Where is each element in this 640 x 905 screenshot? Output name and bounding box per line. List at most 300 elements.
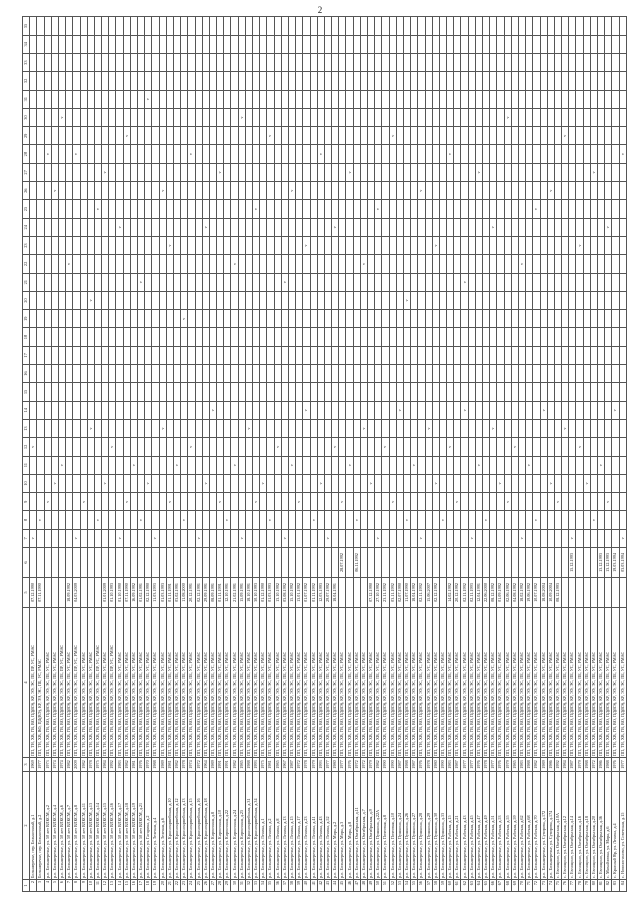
row-mark-cell (253, 72, 260, 90)
row-address: р.п. Большеречье, ул. 50 лет ВЛКСМ, д.19 (130, 772, 137, 880)
row-mark-cell (339, 218, 346, 236)
row-mark-cell (274, 35, 281, 53)
row-mark-cell (253, 163, 260, 181)
row-mark-cell (145, 310, 152, 328)
row-mark-cell (447, 310, 454, 328)
row-mark-cell (58, 17, 65, 35)
row-mark-cell (353, 127, 360, 145)
row-mark-cell (238, 72, 245, 90)
row-works: ПП, ТН, ХВ, ГВ, ВО, ПД(ВЭ), КР, ЭЭ, ЭС, ПБ, УС, РМАС (87, 608, 94, 758)
row-mark-cell (368, 328, 375, 346)
row-mark-cell (598, 200, 605, 218)
row-mark-cell (303, 493, 310, 511)
row-date-2 (324, 548, 331, 578)
row-mark-cell (526, 163, 533, 181)
row-mark-cell (576, 145, 583, 163)
row-date-2 (102, 548, 109, 578)
row-number: 75 (554, 880, 561, 892)
row-mark-cell (166, 438, 173, 456)
row-mark-cell (159, 456, 166, 474)
row-mark-cell (518, 419, 525, 437)
row-mark-cell (447, 218, 454, 236)
row-address: р.п. Большеречье, ул. Пушкина, д.24 (396, 772, 403, 880)
row-mark-cell (123, 383, 130, 401)
row-mark-cell (396, 529, 403, 547)
row-mark-cell (202, 236, 209, 254)
row-mark-cell (569, 310, 576, 328)
row-mark-cell (303, 291, 310, 309)
row-mark-cell (267, 218, 274, 236)
row-mark-cell (483, 438, 490, 456)
row-mark-cell (432, 255, 439, 273)
row-mark-cell (224, 236, 231, 254)
row-mark-cell (138, 35, 145, 53)
row-mark-cell (80, 529, 87, 547)
row-mark-cell (562, 255, 569, 273)
row-mark-cell (166, 511, 173, 529)
row-mark-cell (411, 328, 418, 346)
row-mark-cell (598, 255, 605, 273)
row-mark-cell (554, 529, 561, 547)
row-mark-cell (37, 108, 44, 126)
row-mark-cell (389, 218, 396, 236)
row-mark-cell (145, 511, 152, 529)
row-mark-cell (497, 438, 504, 456)
row-mark-cell (267, 145, 274, 163)
row-mark-cell (375, 255, 382, 273)
row-number: 4 (44, 880, 51, 892)
row-mark-cell (518, 328, 525, 346)
column-header-3: 3 (23, 758, 30, 772)
row-address: р.п. Большеречье, ул. Рабочая, д.49 (483, 772, 490, 880)
row-mark-cell: v (504, 493, 511, 511)
row-mark-cell (231, 529, 238, 547)
row-mark-cell: v (231, 456, 238, 474)
row-mark-cell (260, 529, 267, 547)
row-address: с. Евгащино, ул. Октябрьская, д.20 (590, 772, 597, 880)
row-mark-cell (281, 163, 288, 181)
row-mark-cell (425, 474, 432, 492)
row-mark-cell (303, 108, 310, 126)
row-mark-cell (231, 291, 238, 309)
row-mark-cell (454, 17, 461, 35)
row-mark-cell (353, 273, 360, 291)
row-mark-cell (166, 346, 173, 364)
row-mark-cell (87, 200, 94, 218)
row-year: 1984 (562, 758, 569, 772)
row-mark-cell (375, 310, 382, 328)
row-mark-cell (411, 200, 418, 218)
row-mark-cell (58, 90, 65, 108)
row-mark-cell (123, 218, 130, 236)
row-mark-cell (540, 108, 547, 126)
row-mark-cell (554, 474, 561, 492)
row-number: 15 (123, 880, 130, 892)
row-mark-cell (317, 291, 324, 309)
row-works: ПП, ТН, ХВ, ГВ, ВО, ПД(ВЭ), КР, ЭЭ, ЭС, ПБ, УС, РМАС (590, 608, 597, 758)
row-mark-cell (138, 53, 145, 71)
row-mark-cell (511, 163, 518, 181)
row-works: ПП, ТН, ХВ, ГВ, ВО, ПД(ВЭ), КР, ЭЭ, ЭС, ПБ, УС, РМАС (260, 608, 267, 758)
row-mark-cell (317, 90, 324, 108)
row-mark-cell (288, 273, 295, 291)
row-mark-cell (432, 529, 439, 547)
row-date-2 (159, 548, 166, 578)
column-header-10: 10 (23, 474, 30, 492)
row-mark-cell (116, 273, 123, 291)
row-mark-cell (454, 328, 461, 346)
row-address: р.п. Большеречье, ул. Кирпичная, д.25 (238, 772, 245, 880)
row-mark-cell (346, 419, 353, 437)
row-mark-cell (454, 35, 461, 53)
row-mark-cell (288, 383, 295, 401)
row-mark-cell (368, 200, 375, 218)
row-mark-cell (324, 53, 331, 71)
row-mark-cell (274, 493, 281, 511)
row-mark-cell (296, 17, 303, 35)
row-mark-cell (346, 127, 353, 145)
row-mark-cell (511, 53, 518, 71)
row-date-1: 07.11.1990 (37, 578, 44, 608)
row-mark-cell (317, 383, 324, 401)
row-mark-cell (490, 438, 497, 456)
row-address: р.п. Большеречье, ул. Пушкина, д.28 (418, 772, 425, 880)
row-mark-cell (188, 346, 195, 364)
row-mark-cell (123, 456, 130, 474)
row-mark-cell (353, 182, 360, 200)
row-mark-cell (518, 456, 525, 474)
row-mark-cell (396, 310, 403, 328)
row-mark-cell (152, 328, 159, 346)
row-mark-cell (425, 365, 432, 383)
row-date-1: 18.08.2004 (540, 578, 547, 608)
row-mark-cell (303, 17, 310, 35)
row-works: ПП, ТН, ХВ, ГВ, ВО, ПД(ВЭ), КР, ЭЭ, ЭС, ПБ, УС, РМАС (396, 608, 403, 758)
column-header-22: 22 (23, 255, 30, 273)
row-mark-cell (116, 493, 123, 511)
row-mark-cell (253, 127, 260, 145)
row-mark-cell (339, 163, 346, 181)
row-date-1: 08.09.1991 (209, 578, 216, 608)
row-date-1 (353, 578, 360, 608)
page-number: 2 (317, 5, 323, 15)
row-mark-cell (310, 273, 317, 291)
row-mark-cell: v (382, 438, 389, 456)
row-mark-cell (554, 291, 561, 309)
row-mark-cell (439, 401, 446, 419)
row-works: ПП, ТН, ХВ, ГВ, ВО, ПД(ВЭ), КР, ЭЭ, ЭС, ПБ, УС, РМАС (324, 608, 331, 758)
row-mark-cell (274, 53, 281, 71)
row-mark-cell (238, 291, 245, 309)
row-mark-cell (152, 365, 159, 383)
row-mark-cell (87, 511, 94, 529)
row-mark-cell (267, 108, 274, 126)
row-mark-cell (403, 456, 410, 474)
row-mark-cell (73, 291, 80, 309)
row-mark-cell (130, 511, 137, 529)
row-mark-cell (102, 236, 109, 254)
row-mark-cell (332, 401, 339, 419)
row-address: Большеречье, пер. Больничный, д.2 (37, 772, 44, 880)
row-mark-cell (267, 291, 274, 309)
row-date-1: 02.11.1992 (461, 578, 468, 608)
row-mark-cell (540, 145, 547, 163)
row-mark-cell (439, 163, 446, 181)
row-mark-cell (209, 218, 216, 236)
row-mark-cell (138, 474, 145, 492)
row-mark-cell (389, 145, 396, 163)
row-mark-cell (339, 328, 346, 346)
row-mark-cell (346, 346, 353, 364)
row-mark-cell (562, 383, 569, 401)
row-mark-cell (181, 401, 188, 419)
row-mark-cell (116, 163, 123, 181)
row-mark-cell (346, 72, 353, 90)
row-mark-cell (475, 53, 482, 71)
row-date-1 (94, 578, 101, 608)
row-mark-cell (382, 255, 389, 273)
row-mark-cell (598, 511, 605, 529)
row-mark-cell (195, 493, 202, 511)
row-mark-cell (181, 273, 188, 291)
row-mark-cell (123, 255, 130, 273)
row-mark-cell (138, 127, 145, 145)
row-mark-cell (317, 218, 324, 236)
row-mark-cell (296, 236, 303, 254)
row-address: с. Михайловка, ул. Мира, д.6 (605, 772, 612, 880)
row-mark-cell (569, 255, 576, 273)
row-mark-cell (58, 474, 65, 492)
row-mark-cell (346, 90, 353, 108)
row-mark-cell (87, 474, 94, 492)
row-works: ПП, ТН, ХВ, ГВ, ВО, ПД(ВЭ), КР, ЭЭ, ЭС, ПБ, УС, РМАС (540, 608, 547, 758)
row-mark-cell (518, 365, 525, 383)
row-mark-cell (231, 511, 238, 529)
row-mark-cell (166, 365, 173, 383)
row-mark-cell (554, 163, 561, 181)
row-mark-cell (511, 145, 518, 163)
row-mark-cell: v (253, 200, 260, 218)
row-mark-cell (166, 72, 173, 90)
row-mark-cell (202, 108, 209, 126)
row-mark-cell (468, 53, 475, 71)
row-mark-cell (504, 310, 511, 328)
row-mark-cell (396, 53, 403, 71)
row-mark-cell (518, 35, 525, 53)
row-mark-cell (217, 218, 224, 236)
row-mark-cell (590, 273, 597, 291)
row-date-2 (195, 548, 202, 578)
table-row (475, 17, 482, 892)
row-mark-cell (224, 419, 231, 437)
row-mark-cell (490, 72, 497, 90)
row-mark-cell (195, 108, 202, 126)
row-mark-cell (554, 456, 561, 474)
row-mark-cell (332, 72, 339, 90)
row-mark-cell (526, 236, 533, 254)
row-mark-cell (483, 365, 490, 383)
row-mark-cell (288, 365, 295, 383)
row-works: ПП, ТН, ХВ, ГВ, ВО, ПД(ВЭ), КР, ЭЭ, ЭС, ПБ, ПР, УС, РМАС (109, 608, 116, 758)
row-mark-cell (231, 90, 238, 108)
row-mark-cell (368, 255, 375, 273)
row-mark-cell (51, 383, 58, 401)
row-mark-cell (138, 493, 145, 511)
row-mark-cell (173, 72, 180, 90)
row-mark-cell (181, 145, 188, 163)
row-address: р.п. Большеречье, ул. Кирпичная, д.24 (231, 772, 238, 880)
row-mark-cell (30, 310, 37, 328)
table-row (188, 17, 195, 892)
row-mark-cell (80, 346, 87, 364)
row-mark-cell (281, 218, 288, 236)
row-mark-cell (253, 310, 260, 328)
row-mark-cell (109, 383, 116, 401)
row-year: 1970 (145, 758, 152, 772)
row-mark-cell (245, 163, 252, 181)
row-mark-cell (217, 310, 224, 328)
row-mark-cell (403, 182, 410, 200)
row-year: 1981 (130, 758, 137, 772)
row-date-1: 01.07.1992 (303, 578, 310, 608)
row-mark-cell (475, 72, 482, 90)
row-year: 1980 (432, 758, 439, 772)
row-mark-cell (475, 493, 482, 511)
row-year: 1976 (475, 758, 482, 772)
row-mark-cell (598, 53, 605, 71)
row-number: 76 (562, 880, 569, 892)
row-mark-cell (30, 419, 37, 437)
row-mark-cell (245, 108, 252, 126)
row-mark-cell (281, 456, 288, 474)
row-mark-cell (94, 108, 101, 126)
row-year: 1977 (619, 758, 626, 772)
row-mark-cell (51, 419, 58, 437)
row-year: 1982 (375, 758, 382, 772)
row-mark-cell (116, 200, 123, 218)
row-mark-cell (454, 53, 461, 71)
row-mark-cell (102, 529, 109, 547)
row-mark-cell (612, 529, 619, 547)
row-mark-cell (353, 529, 360, 547)
row-mark-cell (468, 255, 475, 273)
row-number: 62 (461, 880, 468, 892)
row-mark-cell: v (130, 456, 137, 474)
row-mark-cell (51, 255, 58, 273)
row-mark-cell (547, 456, 554, 474)
row-mark-cell (418, 419, 425, 437)
row-mark-cell (30, 127, 37, 145)
row-mark-cell (274, 383, 281, 401)
row-mark-cell (396, 17, 403, 35)
row-mark-cell (58, 127, 65, 145)
row-mark-cell (396, 35, 403, 53)
row-mark-cell (547, 108, 554, 126)
row-mark-cell (540, 127, 547, 145)
row-mark-cell (533, 218, 540, 236)
row-mark-cell (368, 53, 375, 71)
row-mark-cell (30, 291, 37, 309)
row-mark-cell (296, 310, 303, 328)
row-mark-cell (138, 456, 145, 474)
row-mark-cell (454, 291, 461, 309)
row-mark-cell (504, 511, 511, 529)
row-mark-cell (253, 365, 260, 383)
row-mark-cell (475, 273, 482, 291)
row-mark-cell (554, 365, 561, 383)
column-header-16: 16 (23, 365, 30, 383)
row-number: 84 (619, 880, 626, 892)
row-mark-cell (260, 255, 267, 273)
row-mark-cell (66, 310, 73, 328)
row-mark-cell (518, 401, 525, 419)
row-mark-cell (332, 145, 339, 163)
row-mark-cell (432, 328, 439, 346)
row-mark-cell (389, 365, 396, 383)
row-mark-cell (288, 90, 295, 108)
row-year: 1978 (181, 758, 188, 772)
row-mark-cell (94, 346, 101, 364)
row-mark-cell (497, 456, 504, 474)
row-year: 1987 (411, 758, 418, 772)
row-mark-cell (619, 53, 626, 71)
row-works: ПП, ТН, ХВ, ГВ, ВО, ПД(ВЭ), КР, ЭЭ, ЭС, ПБ, УС, РМАС (224, 608, 231, 758)
column-header-14: 14 (23, 401, 30, 419)
row-mark-cell (605, 383, 612, 401)
row-number: 7 (66, 880, 73, 892)
row-mark-cell (245, 474, 252, 492)
column-header-20: 20 (23, 291, 30, 309)
row-mark-cell (598, 493, 605, 511)
row-mark-cell (447, 456, 454, 474)
row-mark-cell (540, 438, 547, 456)
row-mark-cell (30, 182, 37, 200)
row-mark-cell (181, 456, 188, 474)
row-mark-cell (483, 401, 490, 419)
row-mark-cell (123, 401, 130, 419)
row-mark-cell (173, 53, 180, 71)
row-mark-cell (396, 255, 403, 273)
row-address: р.п. Большеречье, ул. Рабочая, д.21 (454, 772, 461, 880)
row-mark-cell (260, 438, 267, 456)
row-mark-cell (87, 53, 94, 71)
row-mark-cell (418, 72, 425, 90)
row-mark-cell (324, 163, 331, 181)
row-mark-cell (425, 200, 432, 218)
row-mark-cell (583, 401, 590, 419)
row-mark-cell (540, 236, 547, 254)
row-mark-cell (605, 17, 612, 35)
row-mark-cell (109, 236, 116, 254)
row-mark-cell (339, 255, 346, 273)
row-mark-cell (166, 383, 173, 401)
row-number: 24 (188, 880, 195, 892)
row-mark-cell: v (317, 145, 324, 163)
row-date-2 (188, 548, 195, 578)
row-mark-cell (612, 474, 619, 492)
row-number: 11 (94, 880, 101, 892)
row-works: ПП, ТН, ХВ, ГВ, ВО, ПД(ВЭ), КР, ЭЭ, ЭС, ПБ, УС, РМАС (468, 608, 475, 758)
table-row (375, 17, 382, 892)
row-mark-cell (403, 383, 410, 401)
row-mark-cell (209, 474, 216, 492)
row-mark-cell (518, 163, 525, 181)
column-header-30: 30 (23, 108, 30, 126)
row-mark-cell (454, 255, 461, 273)
row-mark-cell (562, 17, 569, 35)
row-year: 1972 (590, 758, 597, 772)
row-mark-cell (612, 108, 619, 126)
